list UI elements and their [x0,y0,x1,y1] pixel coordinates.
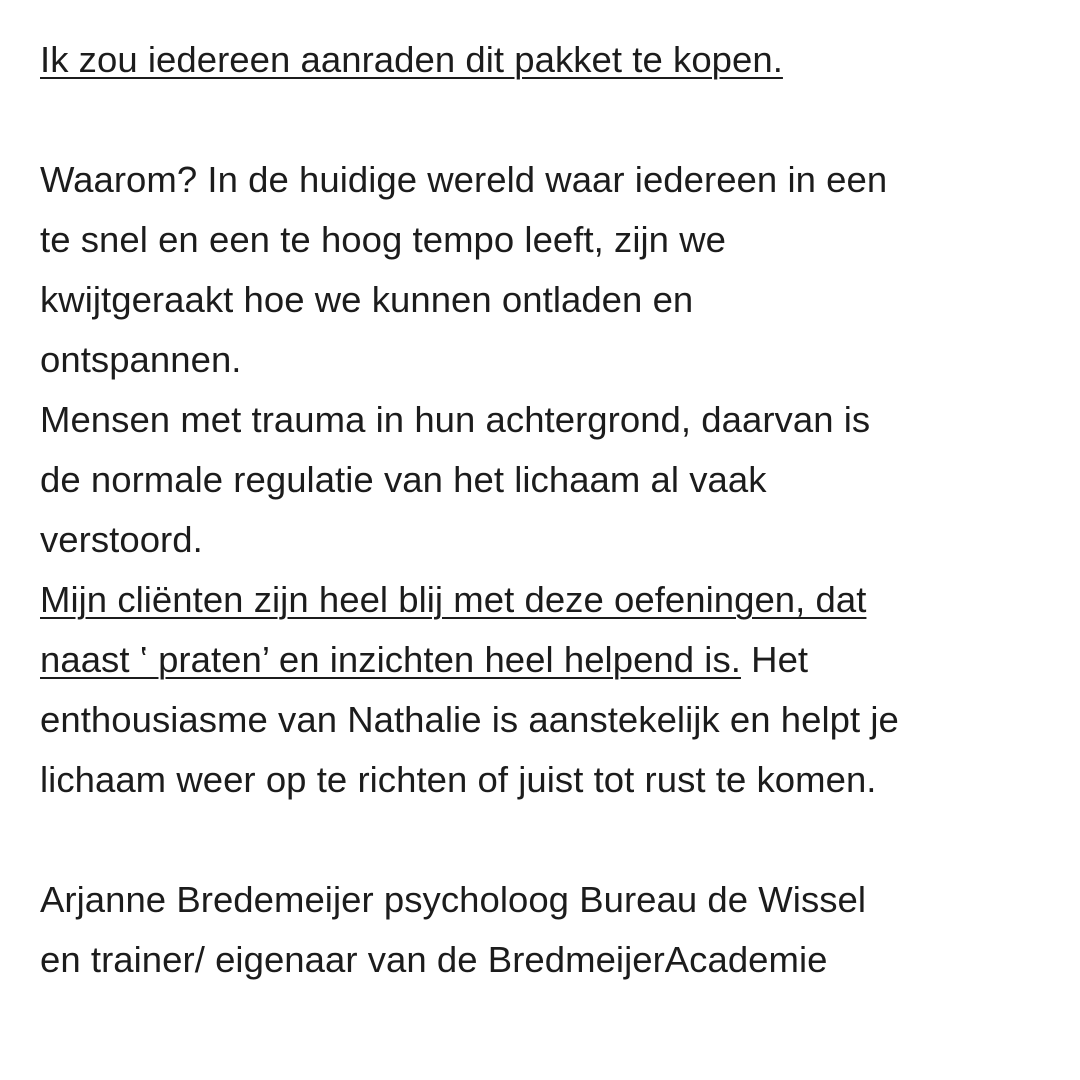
quote-continuation: Het [740,639,809,680]
signature-line: Arjanne Bredemeijer psycholoog Bureau de Wissel [40,879,867,920]
paragraph-line: enthousiasme van Nathalie is aanstekelijk en helpt je [40,699,899,740]
paragraph-line [40,570,866,630]
paragraph-line [40,630,808,690]
paragraph-line: ontspannen. [40,339,242,380]
headline: Ik zou iedereen aanraden dit pakket te kopen. [40,39,783,80]
paragraph-line: Mensen met trauma in hun achtergrond, daarvan is [40,399,871,440]
paragraph-line: Waarom? In de huidige wereld waar iedereen in een [40,159,888,200]
underlined-quote: Mijn cliënten zijn heel blij met deze oefeningen, dat [40,579,867,620]
paragraph-line: te snel en een te hoog tempo leeft, zijn we [40,219,726,260]
paragraph-line: kwijtgeraakt hoe we kunnen ontladen en [40,279,694,320]
underlined-quote: naast ‛ praten’ en inzichten heel helpend is. [40,639,741,680]
paragraph-line: lichaam weer op te richten of juist tot rust te komen. [40,759,877,800]
paragraph-line: verstoord. [40,519,203,560]
signature-line: en trainer/ eigenaar van de BredmeijerAcademie [40,939,828,980]
paragraph-line: de normale regulatie van het lichaam al vaak [40,459,767,500]
